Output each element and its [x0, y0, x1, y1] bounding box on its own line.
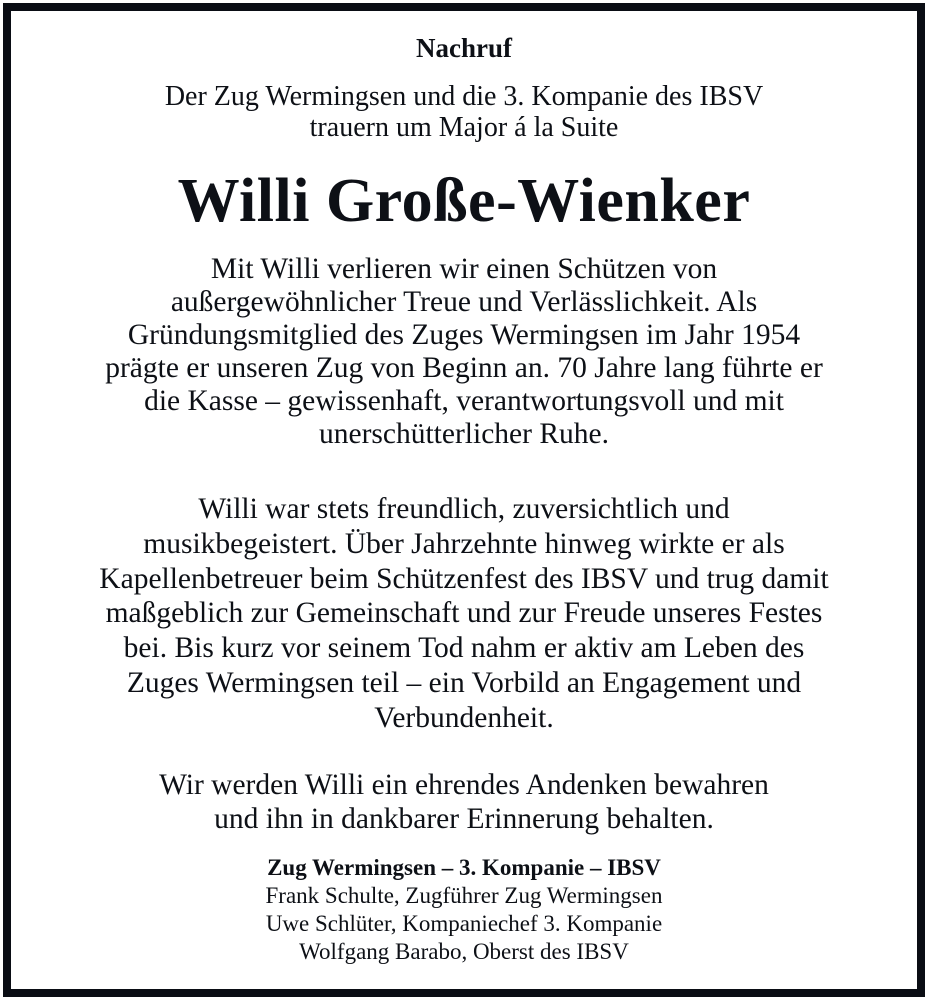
intro-text: [11, 81, 917, 143]
intro-line: Der Zug Wermingsen und die 3. Kompanie des IBSV: [164, 81, 764, 112]
paragraph-line: prägte er unseren Zug von Beginn an. 70 Jahre lang führte er: [105, 352, 823, 384]
intro-line: trauern um Major á la Suite: [309, 112, 619, 143]
obituary-frame: [3, 3, 925, 997]
deceased-name-text: Willi Große-Wienker: [177, 167, 751, 235]
paragraph-line: außergewöhnlicher Treue und Verlässlichkeit. Als: [170, 286, 758, 318]
signature-block: [11, 854, 917, 966]
paragraph-line: Zuges Wermingsen teil – ein Vorbild an Engagement und: [126, 666, 802, 699]
paragraph-line: unerschütterlicher Ruhe.: [319, 418, 609, 450]
paragraph-line: Verbundenheit.: [374, 701, 554, 734]
paragraph-line: musikbegeistert. Über Jahrzehnte hinweg wirkte er als: [143, 527, 785, 560]
paragraph-line: bei. Bis kurz vor seinem Tod nahm er aktiv am Leben des: [123, 632, 805, 665]
signatory: Wolfgang Barabo, Oberst des IBSV: [299, 939, 629, 964]
paragraph-remembrance: [11, 768, 917, 836]
paragraph-line: Willi war stets freundlich, zuversichtlich und: [198, 493, 730, 525]
paragraph-line: Kapellenbetreuer beim Schützenfest des IBSV und trug damit: [99, 562, 829, 595]
obituary-heading: [11, 31, 917, 65]
signature-organization: Zug Wermingsen – 3. Kompanie – IBSV: [267, 855, 661, 880]
paragraph-line: maßgeblich zur Gemeinschaft und zur Freude unseres Festes: [105, 597, 823, 630]
paragraph-line: und ihn in dankbarer Erinnerung behalten.: [214, 803, 714, 835]
signatory: Uwe Schlüter, Kompaniechef 3. Kompanie: [265, 911, 663, 936]
paragraph-line: Mit Willi verlieren wir einen Schützen von: [210, 253, 718, 285]
paragraph-line: Wir werden Willi ein ehrendes Andenken bewahren: [159, 769, 769, 801]
signatory: Frank Schulte, Zugführer Zug Wermingsen: [265, 883, 663, 908]
paragraph-tribute: [11, 253, 917, 451]
paragraph-character: [11, 492, 917, 736]
obituary-content: [11, 11, 917, 989]
paragraph-line: die Kasse – gewissenhaft, verantwortungsvoll und mit: [144, 385, 784, 417]
heading-text: Nachruf: [416, 33, 512, 63]
paragraph-line: Gründungsmitglied des Zuges Wermingsen im Jahr 1954: [127, 319, 801, 351]
deceased-name: [11, 163, 917, 239]
